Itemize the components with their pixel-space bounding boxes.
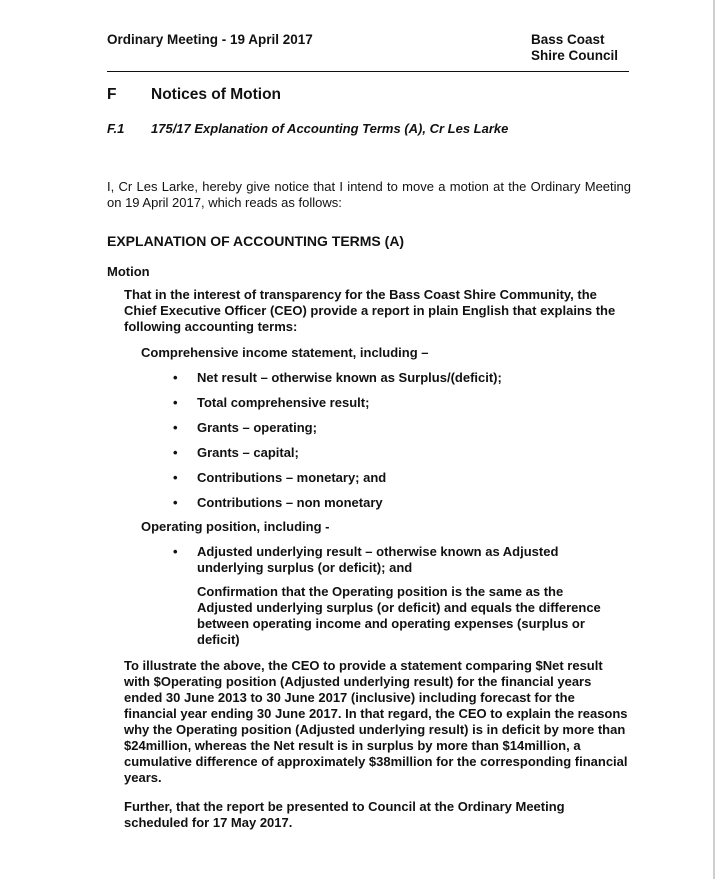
intro-paragraph: I, Cr Les Larke, hereby give notice that I intend to move a motion at the Ordinary Meeting on 19 April 2017, which reads as follows:	[107, 179, 631, 210]
item-number: F.1	[107, 121, 125, 136]
bullet-icon: •	[173, 445, 178, 460]
operating-heading: Operating position, including -	[141, 519, 330, 534]
bullet-icon: •	[173, 544, 178, 559]
list-item: Adjusted underlying result – otherwise known as Adjusted underlying surplus (or deficit); and	[197, 544, 559, 575]
motion-label: Motion	[107, 264, 150, 279]
bullet-icon: •	[173, 420, 178, 435]
motion-heading: EXPLANATION OF ACCOUNTING TERMS (A)	[107, 233, 405, 249]
list-item: Total comprehensive result;	[197, 395, 370, 410]
bullet-icon: •	[173, 495, 178, 510]
header-rule	[107, 71, 629, 72]
list-item: Contributions – monetary; and	[197, 470, 387, 485]
further-paragraph: Further, that the report be presented to Council at the Ordinary Meeting scheduled for 17 May 2017.	[124, 799, 565, 830]
list-item: Grants – operating;	[197, 420, 317, 435]
item-title: 175/17 Explanation of Accounting Terms (A), Cr Les Larke	[151, 121, 509, 136]
council-name-line2: Shire Council	[531, 48, 619, 63]
illustrate-paragraph: To illustrate the above, the CEO to provide a statement comparing $Net result with $Operating position (Adjusted underlying result) for the financial years ended 30 June 2013 to 30 June 2017 (inclusive) including forecast for the financial year ending 30 June 2017. In that regard, the CEO to explain the reasons why the Operating position (Adjusted underlying result) is in deficit by more than $24million, whereas the Net result is in surplus by more than $14million, a cumulative difference of approximately $38million for the corresponding financial years.	[124, 658, 628, 785]
list-item: Net result – otherwise known as Surplus/(deficit);	[197, 370, 502, 385]
meeting-header: Ordinary Meeting - 19 April 2017	[107, 32, 313, 47]
council-name	[531, 32, 618, 64]
council-name-line1: Bass Coast	[531, 32, 605, 47]
bullet-icon: •	[173, 395, 178, 410]
list-item: Contributions – non monetary	[197, 495, 383, 510]
motion-paragraph: That in the interest of transparency for the Bass Coast Shire Community, the Chief Executive Officer (CEO) provide a report in plain English that explains the following accounting terms:	[124, 287, 616, 334]
confirmation-paragraph: Confirmation that the Operating position is the same as the Adjusted underlying surplus (or deficit) and equals the difference between operating income and operating expenses (surplus or deficit)	[197, 584, 601, 647]
section-title: Notices of Motion	[151, 86, 282, 103]
list-item: Grants – capital;	[197, 445, 299, 460]
bullet-icon: •	[173, 470, 178, 485]
bullet-icon: •	[173, 370, 178, 385]
comprehensive-heading: Comprehensive income statement, including –	[141, 345, 429, 360]
section-letter: F	[107, 86, 117, 103]
